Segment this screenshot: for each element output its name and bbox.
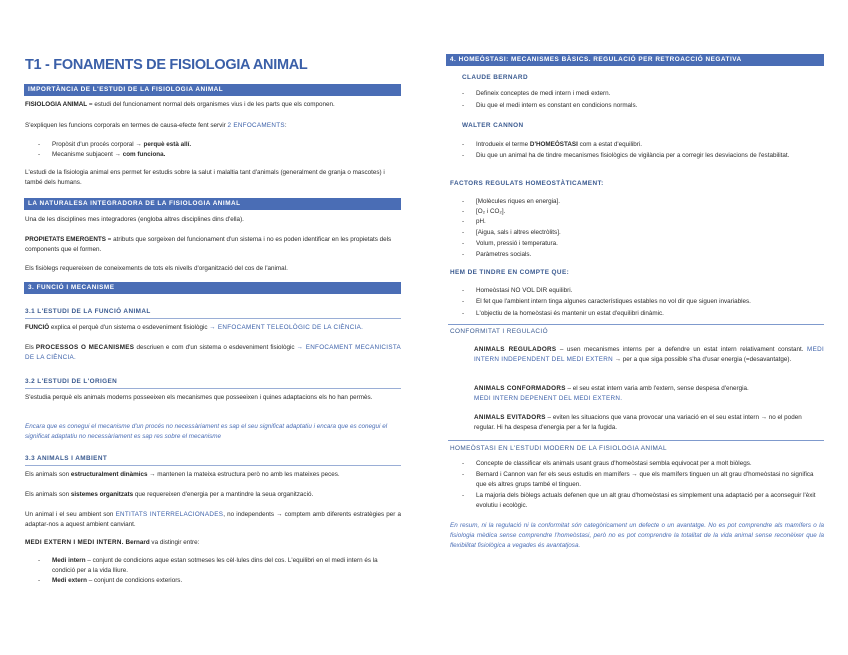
subheading-3-3: 3.3 ANIMALS I AMBIENT: [25, 455, 108, 462]
list-item-factor: Volum, pressió i temperatura.: [476, 240, 558, 247]
paragraph-conformers: ANIMALS CONFORMADORS – el seu estat intern varia amb l'extern, sense despesa d'energia. MEDI INTERN DEPENENT DEL MEDI EXTERN.: [474, 385, 749, 402]
paragraph-two-approaches: S'expliquen les funcions corporals en termes de causa-efecte fent servir 2 ENFOCAMENTS:: [25, 122, 287, 129]
paragraph-processos: Els PROCESSOS O MECANISMES descriuen e com d'un sistema o esdeveniment fisiològic → ENFOCAMENT MECANICISTA DE LA CIÈNCIA.: [25, 344, 401, 361]
heading-claude-bernard: CLAUDE BERNARD: [462, 74, 528, 81]
paragraph-regulators: ANIMALS REGULADORS – usen mecanismes interns per a defendre un estat intern relativament constant. MEDI INTERN INDEPENDENT DEL MEDI EXTERN → per a que siga possible s'ha d'usar energia (=desavantatge).: [474, 346, 824, 363]
list-dash: -: [462, 90, 465, 97]
paragraph-emergent-properties: PROPIETATS EMERGENTS = atributs que sorgeixen del funcionament d'un sistema i no es poden identificar en les propietats dels components que el formen.: [25, 236, 392, 253]
paragraph-organized: Els animals son sistemes organitzats que requereixen d'energia per a mantindre la seua organització.: [25, 491, 314, 498]
list-dash: -: [462, 218, 465, 225]
section-header-function: 3. FUNCIÓ I MECANISME: [24, 282, 401, 294]
list-item-factor: pH.: [476, 218, 486, 225]
list-dash: -: [38, 557, 41, 564]
section-header-importance: IMPORTÀNCIA DE L'ESTUDI DE LA FISIOLOGIA ANIMAL: [24, 84, 401, 96]
list-item-factor: [O₂ i CO₂].: [476, 208, 506, 215]
list-dash: -: [462, 251, 465, 258]
list-item-mechanism: Mecanisme subjacent → com funciona.: [52, 151, 166, 158]
subheading-rule: [25, 388, 401, 389]
paragraph-adaptive-meaning: Encara que es conegui el mecanisme d'un procés no necessàriament es sap el seu significat adaptatiu i encara que es conegui el significat adaptatiu no necessàriament es sap res sobre el mecanisme: [25, 423, 388, 440]
list-dash: -: [462, 287, 465, 294]
list-dash: -: [462, 208, 465, 215]
list-item-modern-2: Bernard i Cannon van fer els seus estudis en mamífers → que els mamífers tinguen un alt grau d'homeòstasi no significa que els altres grups també el tinguen.: [476, 471, 814, 488]
list-dash: -: [462, 240, 465, 247]
list-item-bernard-1: Defineix conceptes de medi intern i medi extern.: [476, 90, 611, 97]
heading-conformity: CONFORMITAT I REGULACIÓ: [450, 328, 548, 335]
list-dash: -: [462, 229, 465, 236]
paragraph-medium: MEDI EXTERN I MEDI INTERN. Bernard va distingir entre:: [25, 539, 200, 546]
list-item-modern-1: Concepte de classificar els animals usant graus d'homeòstasi sembla equivocat per a molt biòlegs.: [476, 460, 752, 467]
paragraph-integrative: Una de les disciplines mes integradores (engloba altres disciplines dins d'ella).: [25, 216, 244, 223]
list-dash: -: [462, 298, 465, 305]
paragraph-origin: S'estudia perquè els animals moderns posseeixen els mecanismes que posseeixen i quines adaptacions els ho han permès.: [25, 394, 373, 401]
subheading-3-1: 3.1 L'ESTUDI DE LA FUNCIÓ ANIMAL: [25, 308, 151, 315]
list-item-factor: Paràmetres socials.: [476, 251, 532, 258]
heading-walter-cannon: WALTER CANNON: [462, 122, 524, 129]
paragraph-avoiders: ANIMALS EVITADORS – eviten les situacions que vana provocar una variació en el seu estat intern → no el poden regular. Hi ha despesa d'energia per a fer la fugida.: [474, 414, 802, 431]
heading-factors: FACTORS REGULATS HOMEOSTÀTICAMENT:: [450, 180, 604, 187]
list-dash: -: [462, 460, 465, 467]
list-dash: -: [462, 141, 465, 148]
list-item-medi-intern: Medi intern – conjunt de condicions aque estan sotmeses les cèl·lules dins del cos. L'equilibri en el medi intern és la condició per a la vida lliure.: [52, 557, 378, 574]
heading-modern-study: HOMEÒSTASI EN L'ESTUDI MODERN DE LA FISIOLOGIA ANIMAL: [450, 445, 667, 452]
divider: [448, 440, 824, 441]
list-dash: -: [462, 492, 465, 499]
subheading-3-2: 3.2 L'ESTUDI DE L'ORIGEN: [25, 378, 118, 385]
list-dash: -: [462, 310, 465, 317]
list-dash: -: [38, 151, 41, 158]
list-item-keep-2: El fet que l'ambient intern tinga algunes característiques estables no vol dir que siguen invariables.: [476, 298, 751, 305]
list-item-bernard-2: Diu que el medi intern es constant en condicions normals.: [476, 102, 638, 109]
page-title: T1 - FONAMENTS DE FISIOLOGIA ANIMAL: [25, 57, 308, 73]
paragraph-summary: En resum, ni la regulació ni la conformitat són categòricament un defecte o un avantatge. No es pot comprendre als mamífers o la fisiologia mèdica sense comprendre l'homeòstasi, però no es pot comprendre la totalitat de la vida animal sense reconèixer que la flexibilitat fisiològica a vegades és avantatjosa.: [450, 522, 824, 549]
list-dash: -: [462, 198, 465, 205]
list-item-modern-3: La majoria dels biòlegs actuals defenen que un alt grau d'homeòstasi es simplement una adaptació per a aconseguir l'èxit evolutiu i ecològic.: [476, 492, 816, 509]
paragraph-levels: Els fisiòlegs requereixen de coneixements de tots els nivells d'organització del cos de l'animal.: [25, 265, 288, 272]
list-item-cannon-2: Diu que un animal ha de tindre mecanismes fisiològics de vigilància per a corregir les desviacions de l'estabilitat.: [476, 152, 790, 159]
list-dash: -: [38, 141, 41, 148]
paragraph-funcio: FUNCIÓ explica el perquè d'un sistema o esdeveniment fisiològic → ENFOCAMENT TELEOLÒGIC DE LA CIÈNCIA.: [25, 324, 364, 331]
list-item-medi-extern: Medi extern – conjunt de condicions exteriors.: [52, 577, 183, 584]
paragraph-health-study: L'estudi de la fisiologia animal ens permet fer estudis sobre la salut i malaltia tant d'animals (generalment de granja o mascotes) i també dels humans.: [25, 169, 385, 186]
list-item-factor: [Aigua, sals i altres electròlits].: [476, 229, 561, 236]
divider: [448, 324, 824, 325]
list-item-cannon-1: Introdueix el terme D'HOMEÒSTASI com a estat d'equilibri.: [476, 141, 643, 148]
list-item-keep-1: Homeòstasi NO VOL DIR equilibri.: [476, 287, 573, 294]
list-dash: -: [462, 152, 465, 159]
paragraph-dynamic: Els animals son estructuralment dinàmics → mantenen la mateixa estructura però no amb les mateixes peces.: [25, 471, 340, 478]
subheading-rule: [25, 465, 401, 466]
list-item-keep-3: L'objectiu de la homeòstasi és mantenir un estat d'equilibri dinàmic.: [476, 310, 664, 317]
section-header-integrative: LA NATURALESA INTEGRADORA DE LA FISIOLOGIA ANIMAL: [24, 198, 401, 210]
paragraph-fisiologia-def: FISIOLOGIA ANIMAL = estudi del funcionament normal dels organismes vius i de les parts que els componen.: [25, 101, 335, 108]
list-dash: -: [462, 102, 465, 109]
paragraph-interrelated: Un animal i el seu ambient son ENTITATS INTERRELACIONADES, no independents → comptem amb diferents estratègies per a adaptar-nos a aquest ambient canviant.: [25, 511, 402, 528]
section-header-homeostasis: 4. HOMEÒSTASI: MECANISMES BÀSICS. REGULACIÓ PER RETROACCIÓ NEGATIVA: [446, 54, 824, 66]
subheading-rule: [25, 318, 401, 319]
heading-keep-in-mind: HEM DE TINDRE EN COMPTE QUE:: [450, 269, 570, 276]
list-item-factor: [Molècules riques en energia].: [476, 198, 561, 205]
list-dash: -: [462, 471, 465, 478]
list-dash: -: [38, 577, 41, 584]
list-item-purpose: Propòsit d'un procés corporal → perquè està allí.: [52, 141, 192, 148]
